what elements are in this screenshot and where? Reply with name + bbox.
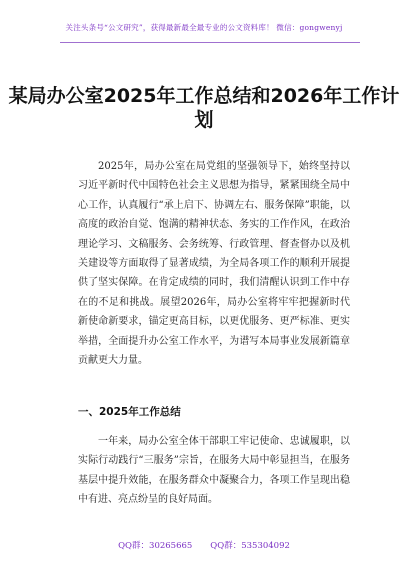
page-header-banner: 关注头条号“公文研究”，获得最新最全最专业的公文资料库！ 微信：gongwenyj — [65, 23, 343, 32]
header-divider — [60, 42, 360, 43]
document-title — [0, 84, 408, 132]
intro-paragraph: 2025年，局办公室在局党组的坚强领导下，始终坚持以习近平新时代中国特色社会主义思想为指导，紧紧围绕全局中心工作，认真履行“承上启下、协调左右、服务保障”职能，以高度的政治自觉、饱满的精神状态、务实的工作作风，在政治理论学习、文稿服务、会务统筹、行政管理、督查督办以及机关建设等方面取得了显著成绩，为全局各项工作的顺利开展提供了坚实保障。在肯定成绩的同时，我们清醒认识到工作中存在的不足和挑战。展望2026年，局办公室将牢牢把握新时代新使命新要求，锚定更高目标，以更优服务、更严标准、更实举措，全面提升办公室工作水平，为谱写本局事业发展新篇章贡献更大力量。 — [78, 161, 350, 367]
section-paragraph: 一年来，局办公室全体干部职工牢记使命、忠诚履职，以实际行动践行“三服务”宗旨，在服务大局中彰显担当，在服务基层中提升效能，在服务群众中凝聚合力，各项工作呈现出稳中有进、亮点纷呈的良好局面。 — [78, 436, 350, 506]
section-heading: 一、2025年工作总结 — [78, 406, 181, 418]
document-title-text: 某局办公室2025年工作总结和2026年工作计划 — [8, 85, 400, 131]
footer-qq-group-2: QQ群：535304092 — [210, 541, 290, 551]
page-footer — [0, 539, 408, 551]
footer-qq-group-1: QQ群：30265665 — [118, 541, 193, 551]
